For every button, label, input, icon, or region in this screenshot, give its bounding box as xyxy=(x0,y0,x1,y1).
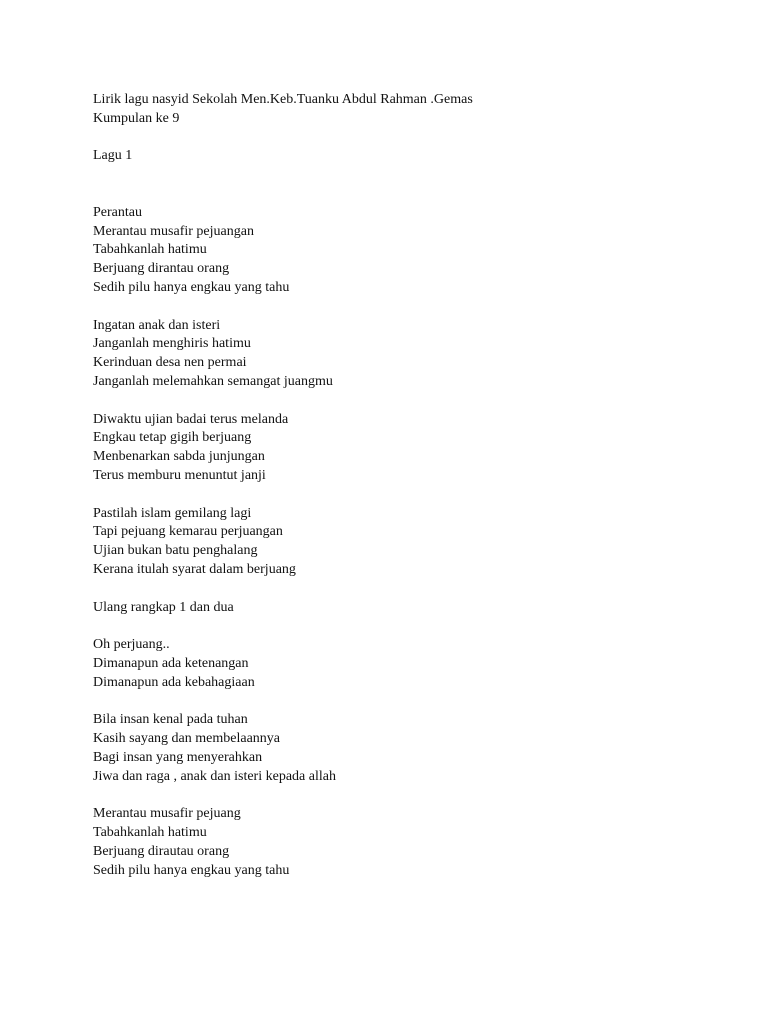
lyric-line: Diwaktu ujian badai terus melanda xyxy=(93,411,289,427)
group-label: Kumpulan ke 9 xyxy=(93,110,180,126)
stanza xyxy=(93,317,713,392)
stanza xyxy=(93,505,713,580)
lyric-line: Kasih sayang dan membelaannya xyxy=(93,731,280,747)
lyric-line: Tabahkanlah hatimu xyxy=(93,825,207,841)
lyric-line: Oh perjuang.. xyxy=(93,637,170,653)
document-title: Lirik lagu nasyid Sekolah Men.Keb.Tuanku Abdul Rahman .Gemas xyxy=(93,92,473,107)
lyric-line: Jiwa dan raga , anak dan isteri kepada allah xyxy=(93,768,336,784)
lyric-line: Tapi pejuang kemarau perjuangan xyxy=(93,524,283,540)
lyric-line: Kerana itulah syarat dalam berjuang xyxy=(93,561,296,577)
repeat-note: Ulang rangkap 1 dan dua xyxy=(93,599,234,615)
lyrics-text xyxy=(93,91,713,880)
stanza xyxy=(93,711,713,786)
lyric-line: Janganlah melemahkan semangat juangmu xyxy=(93,373,333,389)
lyric-line: Ujian bukan batu penghalang xyxy=(93,543,258,559)
lyric-line: Kerinduan desa nen permai xyxy=(93,355,247,371)
lyric-line: Janganlah menghiris hatimu xyxy=(93,336,251,352)
lyric-line: Sedih pilu hanya engkau yang tahu xyxy=(93,279,290,295)
lyric-line: Merantau musafir pejuang xyxy=(93,806,241,822)
song-label: Lagu 1 xyxy=(93,148,133,164)
lyric-line: Terus memburu menuntut janji xyxy=(93,467,266,483)
lyric-line: Perantau xyxy=(93,204,142,220)
lyric-line: Berjuang dirantau orang xyxy=(93,261,230,277)
lyric-line: Sedih pilu hanya engkau yang tahu xyxy=(93,862,290,878)
stanza xyxy=(93,805,713,880)
lyric-line: Dimanapun ada ketenangan xyxy=(93,655,249,671)
lyric-line: Dimanapun ada kebahagiaan xyxy=(93,674,255,690)
lyric-line: Merantau musafir pejuangan xyxy=(93,223,254,239)
stanza xyxy=(93,411,713,486)
lyric-line: Bagi insan yang menyerahkan xyxy=(93,749,263,765)
lyric-line: Berjuang dirautau orang xyxy=(93,843,230,859)
stanza xyxy=(93,204,713,298)
lyric-line: Menbenarkan sabda junjungan xyxy=(93,449,265,465)
lyric-line: Engkau tetap gigih berjuang xyxy=(93,430,252,446)
lyric-line: Tabahkanlah hatimu xyxy=(93,242,207,258)
lyric-line: Pastilah islam gemilang lagi xyxy=(93,505,252,521)
stanza xyxy=(93,636,713,692)
lyric-line: Ingatan anak dan isteri xyxy=(93,317,221,333)
lyric-line: Bila insan kenal pada tuhan xyxy=(93,712,248,728)
stanza xyxy=(93,599,713,618)
